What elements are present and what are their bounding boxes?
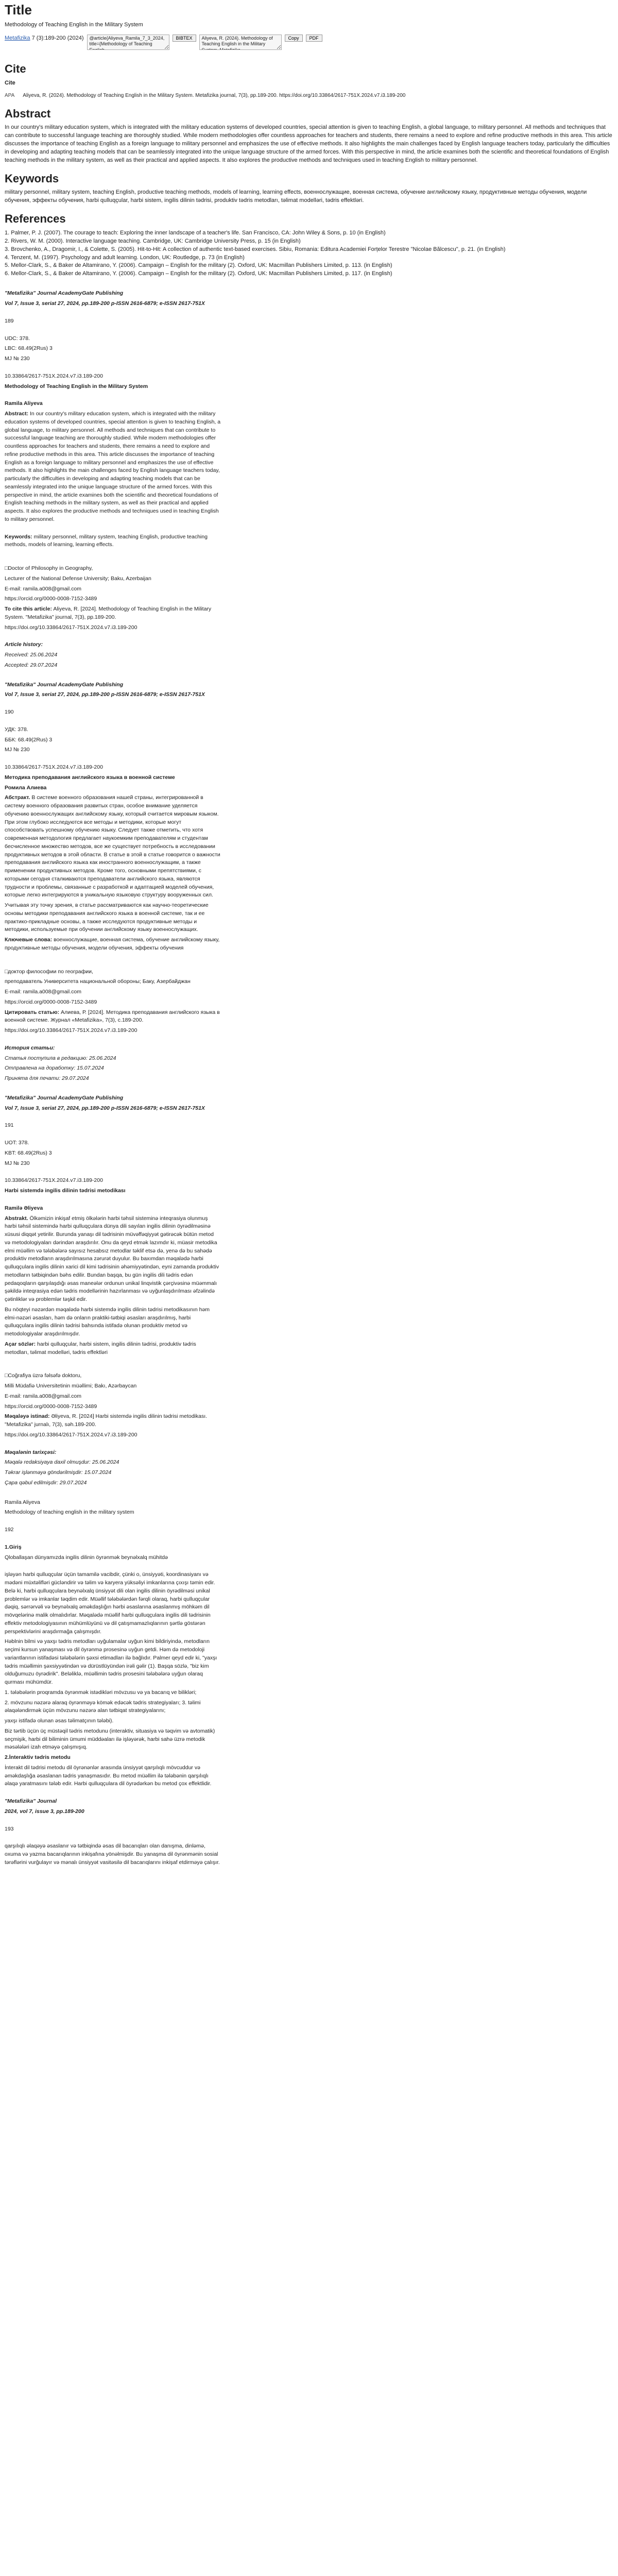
- journal-publisher: "Metafizika" Journal AcademyGate Publishing: [5, 290, 124, 297]
- body-paragraph: Qloballaşan dünyamızda ingilis dilinin öyrənmək beynəlxalq mühitdə: [5, 1554, 168, 1561]
- journal-volume: Vol 7, Issue 3, seriat 27, 2024, pp.189-200 p-ISSN 2616-6879; e-ISSN 2617-751X: [5, 1105, 205, 1111]
- citation-toolbar: [5, 35, 613, 55]
- article-history-label: История статьи:: [5, 1044, 55, 1051]
- article-doi: 10.33864/2617-751X.2024.v7.i3.189-200: [5, 764, 103, 771]
- body-paragraph: İnterakt dil tədrisi metodu dil öyrənənlər arasında ünsiyyət qarşılıqlı mövcuddur və əməkdaşlığa əsaslanan tədris yanaşmasıdır. Bu metod müəllim ilə tələbənin qarşılıqlı əlaqə yaratmasını tələb edir. Harbi qulluqçulara dil öyrədərkən bu metod çox effektlidir.: [5, 1764, 212, 1787]
- author-email: E-mail: ramila.a008@gmail.com: [5, 989, 81, 995]
- article-keywords: Açar sözlər: harbi qulluqçular, harbi sistem, ingilis dilinin tədrisi, produktiv tədris metodları, təlimat modelləri, tədris effektləri: [5, 1341, 196, 1355]
- reference-item: 6. Mellor-Clark, S., & Baker de Altamirano, Y. (2006). Campaign – English for the military (2). Oxford, UK: Macmillan Publishers Limited, p. 117. (in English): [5, 270, 392, 277]
- received-date: Received: 25.06.2024: [5, 652, 58, 658]
- body-paragraph: 1. tələbələrin proqramda öyrənmək istədikləri mövzusu və ya bacarıq ve bilikləri;: [5, 1689, 197, 1696]
- received-date: Məqalə redaksiyaya daxil olmuşdur: 25.06.2024: [5, 1459, 119, 1466]
- pdf-button[interactable]: PDF: [306, 35, 322, 42]
- mj-code: MJ № 230: [5, 1160, 30, 1166]
- section-heading: 2.İnteraktiv tədris metodu: [5, 1754, 71, 1761]
- body-paragraph: 2. mövzunu nəzərə alaraq öyrənməyə kömək edəcək tədris strategiyaları; 3. təlimi əlaqələndirmək üçün mövzunu nəzərə alan tətbiqat strategiyalarını;: [5, 1699, 201, 1714]
- body-paragraph: Biz tərtib üçün üç müstəqil tədris metodunu (interaktiv, situasiya və təqvim və avtomatik) seçmişik, harbi dil biliminin ümumi müddəaları ilə işləyərək, harbi sahə üzrə metodik məsələləri izah etməyə çalışmışıq.: [5, 1727, 215, 1751]
- accepted-date: Accepted: 29.07.2024: [5, 662, 58, 668]
- footnote-marker-icon: □: [5, 565, 8, 572]
- article-page-ru: [5, 681, 221, 1083]
- author-orcid: https://orcid.org/0000-0008-7152-3489: [5, 596, 97, 602]
- bibtex-button[interactable]: BIBTEX: [173, 35, 196, 42]
- lbc-code: KBT: 68.49(2Rus) 3: [5, 1149, 52, 1156]
- page-number: 193: [5, 1825, 14, 1832]
- article-abstract-cont: Bu nöqteyi nəzərdən məqalədə harbi sistemdə ingilis dilinin tədrisi metodikasının həm elmi-nəzəri əsasları, həm də onların praktiki-tətbiqi əsasları araşdırılmış, harbi qulluqçulara ingilis dilinin tədrisi bahsında istifadə olunan produktiv metod və metodologiyalar araşdırılmışdır.: [5, 1306, 210, 1337]
- article-abstract: Abstrakt. Ölkəmizin inkişaf etmiş ölkələrin harbi təhsil sisteminə inteqrasiya olunmuş harbi təhsil sistemində harbi qulluqçulara dünya dili sayılan ingilis dilinin öyrədilməsinə xüsusi diqqət yetirilir. Burunda yanaşı dil tədrisinin müvəffəqiyyət gətirəcək bütün metod və metodologiyaları dərindən araşdırılır. Onu da qeyd etmək lazımdır ki, müasir metodika elmi müəllim və tələbələrə sayısız hesabsız metodlar təklif etsə də, yenə də bu sahədə produktiv metodların araşdırılmasına zərurət duyulur. Bu baxımdan məqalədə harbi qulluqçulara ingilis dilinin xarici dil kimi tədrisinin əhəmiyyətindən, eyni zamanda produktiv metodların tətbiqindən bəhs edilir. Bundan başqa, bu gün ingilis dili tədris edən pedaqoqların qarşılaşdığı əsas maneələr ordunun unikal linqvistik çərçivəsinə müəmmalı şəkildə inteqrasiya edən tədris modellərinin hazırlanması və uyğunlaşdırılması əfzəlində çətinliklər və problemlər təşkil edir.: [5, 1215, 219, 1303]
- reference-item: 1. Palmer, P. J. (2007). The courage to teach: Exploring the inner landscape of a teacher's life. San Francisco, CA: John Wiley & Sons, p. 10 (in English): [5, 229, 386, 236]
- abstract-label: Абстракт.: [5, 794, 30, 801]
- keywords-label: Ключевые слова:: [5, 937, 53, 943]
- cite-this-article: To cite this article: Aliyeva, R. [2024]. Methodology of Teaching English in the Military System. "Metafizika" journal, 7(3), pp.189-200.: [5, 606, 212, 620]
- author-affiliation-2: Milli Müdafiə Universitetinin müəllimi; Bakı, Azərbaycan: [5, 1383, 137, 1389]
- reference-item: 2. Rivers, W. M. (2000). Interactive language teaching. Cambridge, UK: Cambridge University Press, p. 15 (in English): [5, 238, 301, 244]
- article-author: Ramila Aliyeva: [5, 400, 43, 407]
- journal-issue: 7 (3):189-200 (2024): [31, 35, 84, 42]
- page-subtitle: Methodology of Teaching English in the Military System: [5, 22, 143, 28]
- revised-date: Отправлена на доработку: 15.07.2024: [5, 1065, 104, 1072]
- references-heading: References: [5, 212, 66, 226]
- mj-code: MJ № 230: [5, 355, 30, 362]
- body-paragraph: işləyən harbi qulluqçular üçün tamamilə vacibdir, çünki o, ünsiyyəti, koordinasiyanı və mədəni müxtəlifləri gücləndirir və təlim və karyera yüksəliyi imkanlarına çıxışı təmin edir. Belə ki, harbi qulluqçulara beynəlxalq ünsiyyət dili olan ingilis dilinin öyrədilməsi unikal problemlər və imkanlar təqdim edir. Müəllif tələbələrdən fərqli olaraq, harbi qulluqçular dəqiq, sərrərvəli və beynəlxalq əməkdaşlığın hərbi əsaslarına əsaslanmış möhkəm dil mövqelərinə malik olmalıdırlar. Məqalədə müəllif harbi qulluqçulara ingilis dili tədrisinin effektiv metodologiyasının mühümlüyünü və dil çatışmamazlıqlarının şərtlə göstərən perspektivlərini araşdırmağa çalışmışdır.: [5, 1571, 215, 1635]
- cite-label: To cite this article:: [5, 606, 52, 613]
- journal-publisher: "Metafizika" Journal AcademyGate Publishing: [5, 1094, 124, 1101]
- page-number: 192: [5, 1527, 14, 1533]
- reference-item: 5. Mellor-Clark, S., & Baker de Altamirano, Y. (2006). Campaign – English for the military (2). Oxford, UK: Macmillan Publishers Limited, p. 113. (in English): [5, 262, 392, 269]
- body-paragraph: qarşılıqlı əlaqəyə əsaslanır və tətbiqində əsas dil bacarıqları olan danışma, dinləmə, oxuma və yazma bacarıqlarının inkişafına yönəlmişdir. Bu yanaşma dil öyrənmənin sosial tərəflərini vurğulayır və mənalı ünsiyyət vasitəsilə dil bacarıqlarını inkişaf etdirməyə çalışır.: [5, 1843, 220, 1866]
- author-affiliation-2: преподаватель Университета национальной обороны; Баку, Азербайджан: [5, 978, 191, 985]
- abstract-label: Abstract:: [5, 411, 29, 417]
- author-email: E-mail: ramila.a008@gmail.com: [5, 585, 81, 592]
- cite-this-article: Цитировать статью: Алиева, Р. [2024]. Методика преподавания английского языка в военной системе. Журнал «Metafizika», 7(3), с.189-200.: [5, 1009, 220, 1024]
- footnote-marker-icon: □: [5, 968, 8, 975]
- mj-code: MJ № 230: [5, 747, 30, 753]
- cite-this-article: Məqaləyə istinad: Əliyeva, R. [2024] Harbi sistemdə ingilis dilinin tədrisi metodikası. "Metafizika" jurnalı, 7(3), səh.189-200.: [5, 1413, 208, 1428]
- cite-subheading: Cite: [5, 79, 15, 86]
- udc-code: УДК: 378.: [5, 726, 28, 733]
- udc-code: UOT: 378.: [5, 1140, 29, 1146]
- body-paragraph: Həblnin bilmi və yaxşı tədris metodları uyğulamalar uyğun kimi bildiriyində, metodların seçimi kursun yanaşması və dil öyrənmə prosesinə uyğun getdi. Həm də metodoloji variantlarının istifadəsi tələbələrin şəxsi etimadları ilə bağlıdır. Palmer qeyd edir ki, "yaxşı tədris müəllimin şəxsiyyətindən və dürüstlüyündən irəli gəlir (1). Başqa sözlə, "biz kim olduğumuzu öyrədirik". Beləliklə, müəllimin tədris prosesini tələbələrə uyğun olaraq qurması mühümdür.: [5, 1638, 217, 1686]
- reference-item: 3. Brovchenko, A., Dragomir, I., & Colette, S. (2005). Hit-to-Hit: A collection of authentic text-based exercises. Sibiu, Romania: Editura Academiei Forțelor Terestre "Nicolae Bălcescu", p. 21. (in English): [5, 246, 506, 252]
- article-doi: 10.33864/2617-751X.2024.v7.i3.189-200: [5, 1177, 103, 1184]
- article-doi: 10.33864/2617-751X.2024.v7.i3.189-200: [5, 372, 103, 379]
- journal-link[interactable]: Metafizika: [5, 35, 30, 42]
- article-page-az: [5, 1094, 221, 1487]
- article-title: Harbi sistemdə ingilis dilinin tədrisi metodikası: [5, 1188, 126, 1194]
- accepted-date: Çapa qəbul edilmişdir: 29.07.2024: [5, 1479, 87, 1486]
- keywords-body: military personnel, military system, teaching English, productive teaching methods, models of learning, learning effects.: [5, 533, 208, 548]
- article-author: Ромила Алиева: [5, 784, 47, 791]
- abstract-body: In our country's military education system, which is integrated with the military education systems of developed countries, special attention is given to teaching English, a global language, to military personnel. All methods and techniques that can contribute to successful language teaching are thoroughly studied. While modern methodologies offer countless approaches for teachers and students, there remains a need to explore and refine productive methods in this area. This article discusses the importance of teaching English as a foreign language to military personnel and emphasizes the use of effective methods. It also highlights the main challenges faced by English language teachers today, particularly the difficulties in developing and adapting teaching models that can be seamlessly integrated into the unique language structure of the armed forces. With this perspective in mind, the article examines both the scientific and theoretical foundations of English teaching methods in the military system, as well as their practical and applied aspects. It also explores the productive methods and techniques used in teaching English to military personnel.: [5, 411, 221, 522]
- article-abstract: [5, 410, 221, 524]
- article-keywords: [5, 533, 221, 550]
- author-affiliation-1: □Doctor of Philosophy in Geography,: [5, 565, 93, 572]
- accepted-date: Принята для печати: 29.07.2024: [5, 1075, 89, 1082]
- cite-doi: https://doi.org/10.33864/2617-751X.2024.v7.i3.189-200: [5, 624, 138, 631]
- journal-volume: Vol 7, Issue 3, seriat 27, 2024, pp.189-200 p-ISSN 2616-6879; e-ISSN 2617-751X: [5, 691, 205, 698]
- author-affiliation-1: □доктор философии по географии,: [5, 968, 93, 975]
- page-number: 191: [5, 1122, 14, 1129]
- article-author: Ramilə Əliyeva: [5, 1205, 43, 1211]
- cite-doi: https://doi.org/10.33864/2617-751X.2024.v7.i3.189-200: [5, 1027, 138, 1034]
- article-page-en: [5, 290, 221, 669]
- footer-volume: 2024, vol 7, issue 3, pp.189-200: [5, 1808, 84, 1815]
- cite-heading: Cite: [5, 62, 26, 76]
- author-orcid: https://orcid.org/0000-0008-7152-3489: [5, 1403, 97, 1410]
- references-list: [5, 229, 613, 279]
- apa-field[interactable]: [199, 35, 282, 50]
- article-abstract-cont: Учитывая эту точку зрения, в статье рассматриваются как научно-теоретические основы методики преподавания английского языка в военной системе, так и ее практико-прикладные основы, а также исследуются продуктивные методы и методики, используемые при обучении английскому языку военнослужащих.: [5, 902, 209, 933]
- citation-text: Aliyeva, R. (2024). Methodology of Teaching English in the Military System. Metafizika journal, 7(3), pp.189-200. https://doi.org/10.33864/2617-751X.2024.v7.i3.189-200: [23, 93, 406, 99]
- cite-label: Цитировать статью:: [5, 1009, 60, 1015]
- received-date: Статья поступила в редакцию: 25.06.2024: [5, 1055, 116, 1061]
- page-number: 189: [5, 317, 14, 324]
- running-title: Methodology of teaching english in the military system: [5, 1509, 134, 1516]
- article-history-label: Article history:: [5, 641, 43, 648]
- journal-info: [5, 35, 84, 43]
- article-keywords: Ключевые слова: военнослужащие, военная система, обучение английскому языку, продуктивные методы обучения, модели обучения, эффекты обучения: [5, 937, 220, 951]
- page-title: Title: [5, 2, 32, 18]
- copy-button[interactable]: Copy: [285, 35, 303, 42]
- article-title: Методика преподавания английского языка в военной системе: [5, 774, 175, 781]
- abstract-heading: Abstract: [5, 107, 51, 120]
- bibtex-field[interactable]: [87, 35, 169, 50]
- article-title: Methodology of Teaching English in the Military System: [5, 383, 148, 389]
- article-history-label: Məqalənin tarixçəsi:: [5, 1449, 57, 1455]
- cite-doi: https://doi.org/10.33864/2617-751X.2024.v7.i3.189-200: [5, 1431, 138, 1438]
- body-paragraph: yaxşı istifadə olunan əsas təlimatçının tələbi).: [5, 1718, 114, 1724]
- lbc-code: LBC: 68.49(2Rus) 3: [5, 345, 53, 352]
- udc-code: UDC: 378.: [5, 335, 30, 342]
- abstract-label: Abstrakt.: [5, 1215, 28, 1222]
- article-abstract: Абстракт. В системе военного образования нашей страны, интегрированной в систему военного образования развитых стран, особое внимание уделяется обучению военнослужащих английскому языку, который считается мировым языком. При этом глубоко исследуются все методы и методики, которые могут способствовать успешному обучению языку. Следует также отметить, что хотя современная методология предлагает наукоемким преподавателям и студентам бесчисленное множество методов, все же существует потребность в исследовании продуктивных методов в этой области. В статье в этой в статье говорится о важности преподавания английского языка как иностранного военнослужащим, а также применении продуктивных методов. Кроме того, основными препятствиями, с которыми сегодня сталкиваются преподаватели английского языка, являются трудности и проблемы, связанные с разработкой и адаптацией моделей обучения, которые легко интегрируются в уникальную языковую структуру вооруженных сил.: [5, 794, 220, 899]
- reference-item: 4. Tenzent, M. (1997). Psychology and adult learning. London, UK: Routledge, p. 73 (in English): [5, 254, 245, 261]
- author-email: E-mail: ramila.a008@gmail.com: [5, 1393, 81, 1399]
- citation-style-label: APA: [5, 93, 15, 99]
- footer-publisher: "Metafizika" Journal: [5, 1798, 57, 1805]
- author-orcid: https://orcid.org/0000-0008-7152-3489: [5, 998, 97, 1005]
- keywords-label: Açar sözlər:: [5, 1341, 36, 1347]
- footnote-marker-icon: □: [5, 1372, 8, 1379]
- section-heading: 1.Giriş: [5, 1544, 22, 1550]
- page-number: 190: [5, 709, 14, 716]
- running-author: Ramila Aliyeva: [5, 1499, 40, 1505]
- keywords-label: Keywords:: [5, 533, 32, 540]
- cite-label: Məqaləyə istinad:: [5, 1413, 50, 1420]
- revised-date: Təkrar işlənməyə göndərilmişdir: 15.07.2024: [5, 1469, 112, 1476]
- author-affiliation-1: □Coğrafiya üzrə fəlsəfə doktoru,: [5, 1372, 82, 1379]
- author-affiliation-2: Lecturer of the National Defense University; Baku, Azerbaijan: [5, 575, 151, 582]
- lbc-code: ББК: 68.49(2Rus) 3: [5, 736, 53, 743]
- journal-publisher: "Metafizika" Journal AcademyGate Publishing: [5, 681, 124, 688]
- apa-citation: [5, 92, 613, 100]
- abstract-text: In our country's military education system, which is integrated with the military education systems of developed countries, special attention is given to teaching English, a global language, to military personnel. All methods and techniques that can contribute to successful language teaching are thoroughly studied. While modern methodologies offer countless approaches for teachers and students, there remains a need to explore and refine productive methods in this area. This article discusses the importance of teaching English as a foreign language to military personnel and emphasizes the use of effective methods. It also highlights the main challenges faced by English language teachers today, particularly the difficulties in developing and adapting teaching models that can be seamlessly integrated into the unique language structure of the armed forces. With this perspective in mind, the article examines both the scientific and theoretical foundations of English teaching methods in the military system, as well as their practical and applied aspects. It also explores the productive methods and techniques used in teaching English to military personnel.: [5, 124, 612, 164]
- article-body: [5, 1499, 221, 1867]
- keywords-text: military personnel, military system, teaching English, productive teaching methods, models of learning, learning effects, военнослужащие, военная система, обучение английскому языку, продуктивные методы обучения, модели обучения, эффекты обучения, harbi qulluqçular, harbi sistem, ingilis dilinin tədrisi, produktiv tədris metodları, təlimat modelləri, tədris effektləri.: [5, 189, 587, 204]
- keywords-heading: Keywords: [5, 172, 59, 185]
- journal-volume: Vol 7, Issue 3, seriat 27, 2024, pp.189-200 p-ISSN 2616-6879; e-ISSN 2617-751X: [5, 300, 205, 307]
